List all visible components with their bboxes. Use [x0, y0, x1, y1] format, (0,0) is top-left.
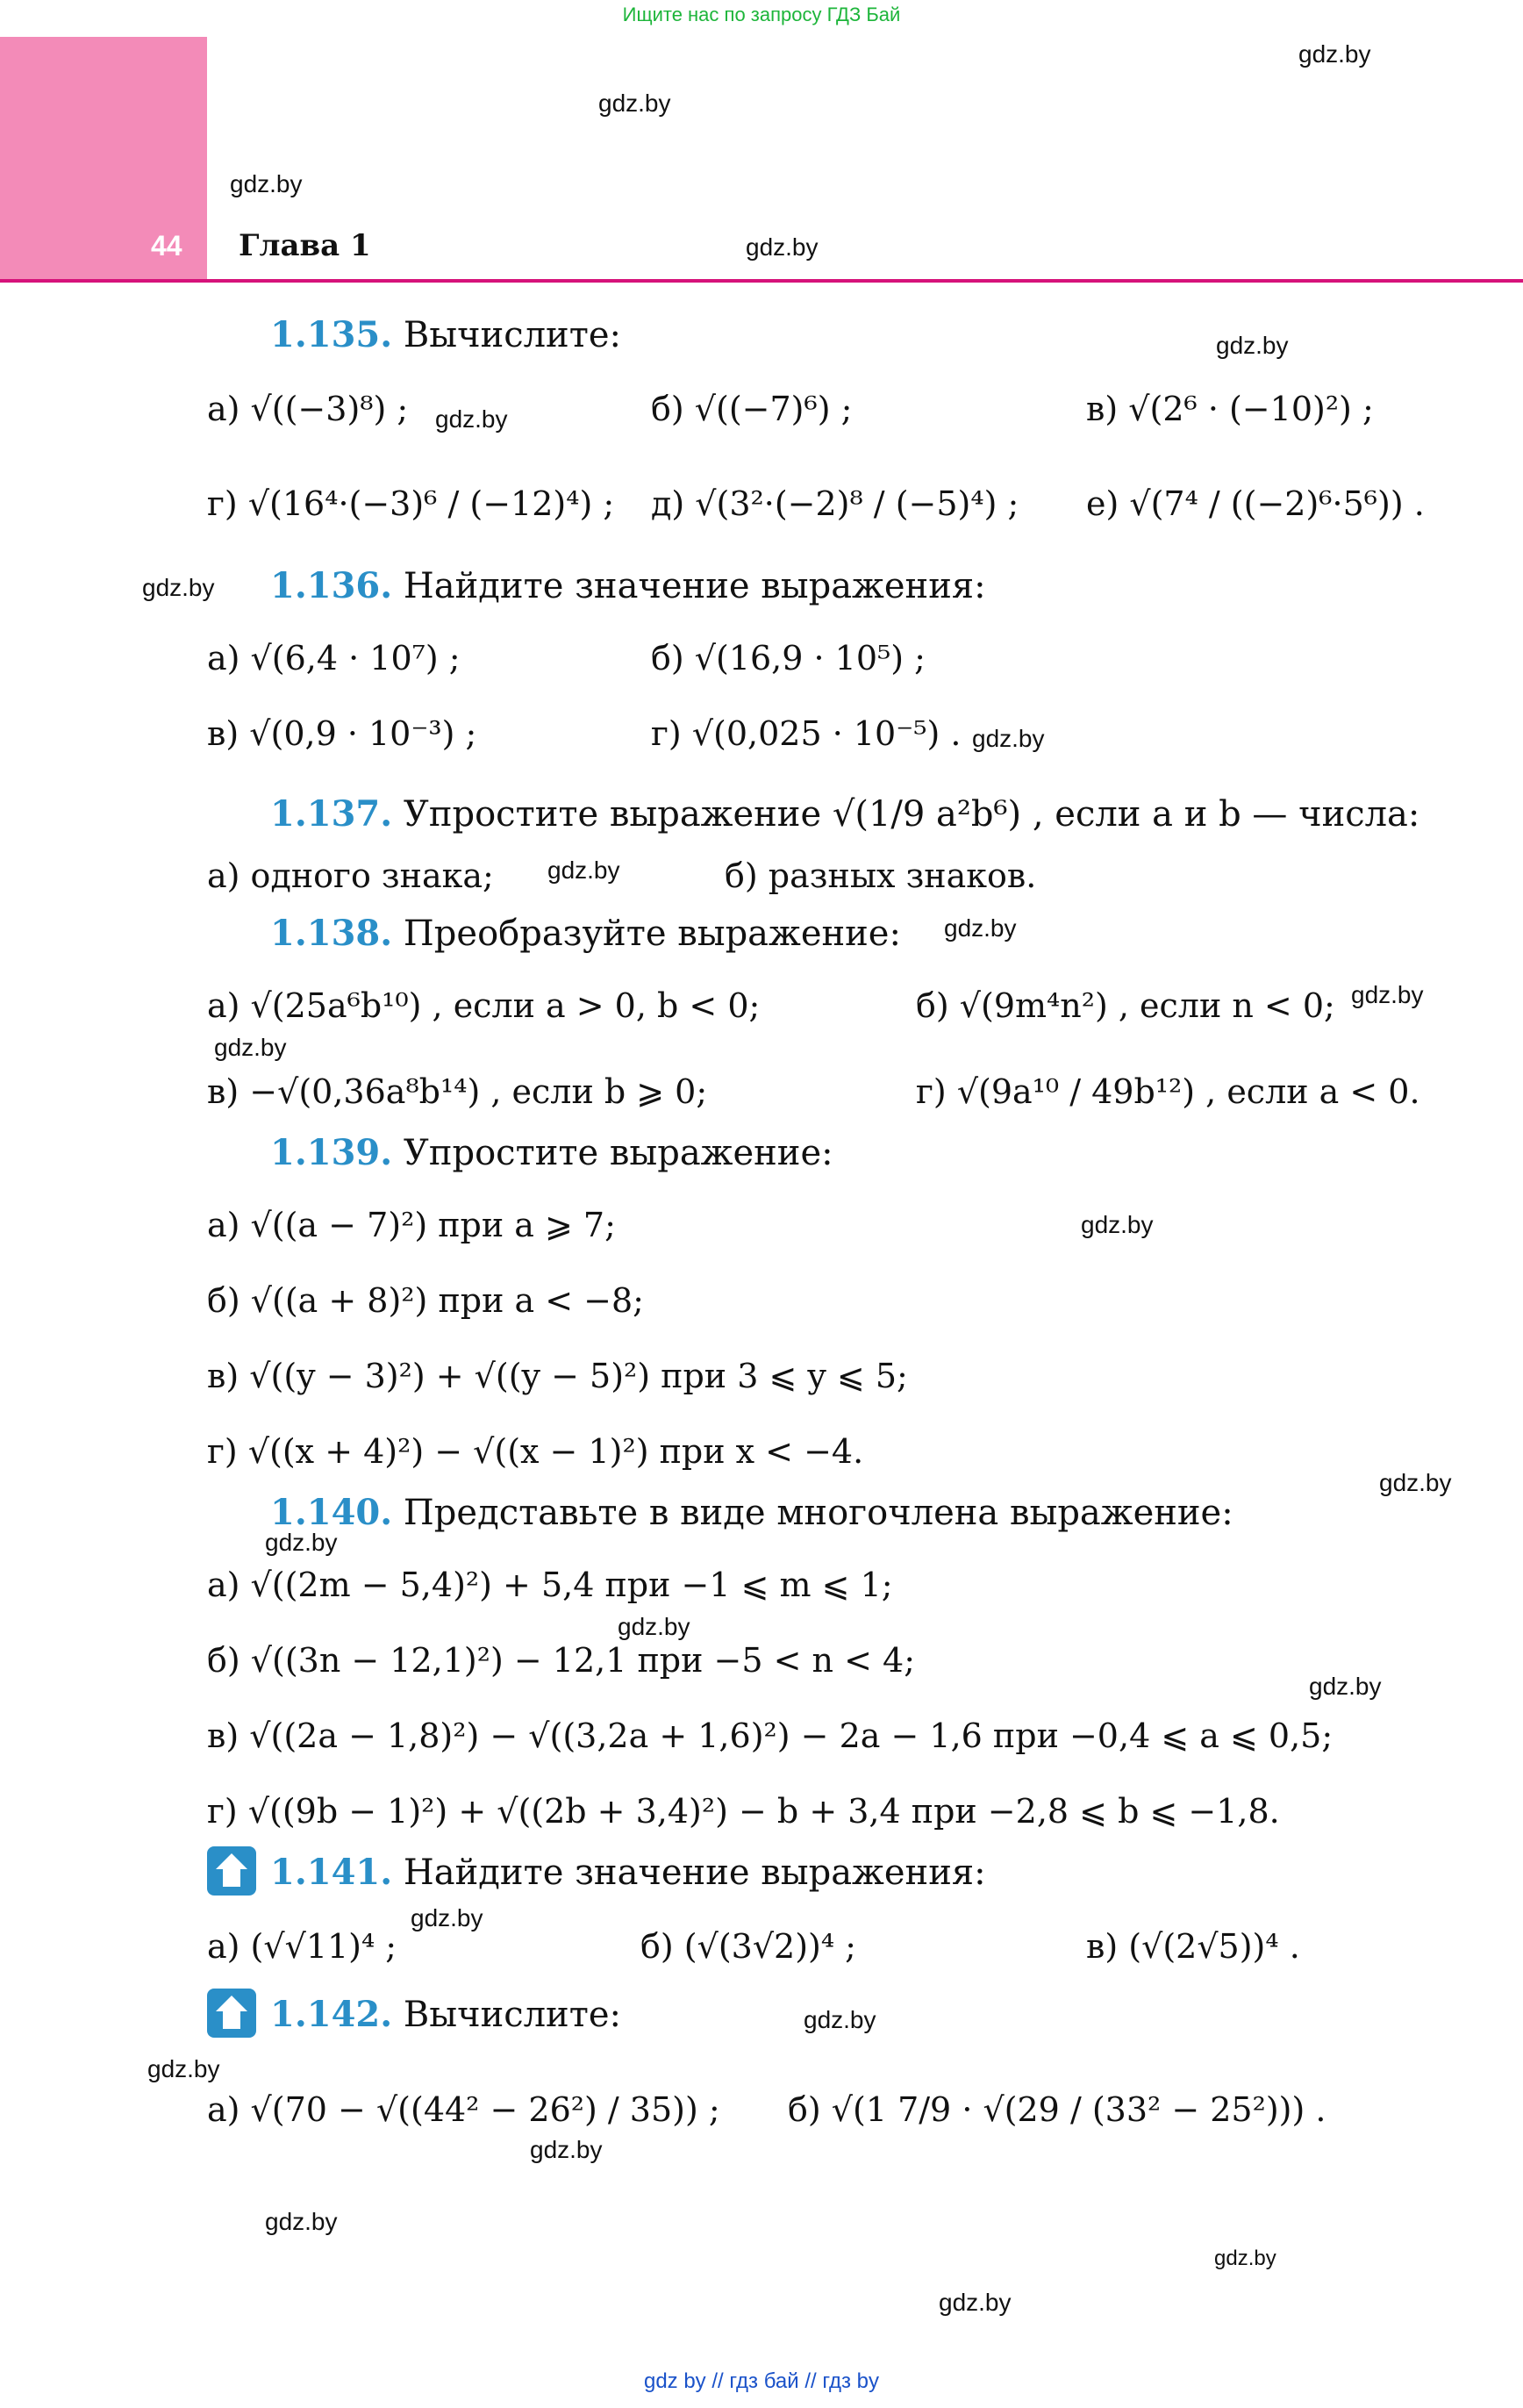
watermark: gdz.by — [618, 1613, 690, 1640]
task-b: б) (√(3√2))⁴ ; — [640, 1927, 856, 1966]
problem-number: 1.142. — [270, 1994, 393, 2035]
home-arrow-icon — [207, 1989, 256, 2038]
task-v: в) √((2a − 1,8)²) − √((3,2a + 1,6)²) − 2a − 1,6 при −0,4 ⩽ a ⩽ 0,5; — [207, 1716, 1334, 1755]
problem-number: 1.136. — [270, 565, 393, 606]
task-b: б) √((−7)⁶) ; — [651, 390, 853, 428]
task-a: а) √((−3)⁸) ; — [207, 390, 409, 428]
chapter-title: Глава 1 — [239, 228, 371, 263]
problem-number: 1.140. — [270, 1492, 393, 1533]
task-a: а) одного знака; — [207, 856, 494, 895]
task-b: б) √((3n − 12,1)²) − 12,1 при −5 < n < 4; — [207, 1641, 915, 1680]
task-a: а) √(70 − √((44² − 26²) / 35)) ; — [207, 2090, 720, 2129]
task-g: г) √(0,025 · 10⁻⁵) . — [651, 714, 962, 753]
task-v: в) √((y − 3)²) + √((y − 5)²) при 3 ⩽ y ⩽ 5; — [207, 1357, 908, 1395]
watermark: gdz.by — [598, 90, 671, 117]
problem-1-135-heading — [270, 314, 621, 355]
task-v: в) (√(2√5))⁴ . — [1086, 1927, 1300, 1966]
problem-1-141-heading — [270, 1852, 986, 1893]
watermark: gdz.by — [214, 1034, 287, 1061]
problem-1-139-heading — [270, 1132, 833, 1173]
task-b: б) разных знаков. — [725, 856, 1037, 895]
watermark: gdz.by — [435, 405, 508, 433]
watermark: gdz.by — [804, 2006, 876, 2033]
task-d: д) √(3²·(−2)⁸ / (−5)⁴) ; — [651, 484, 1019, 523]
watermark: gdz.by — [530, 2136, 603, 2163]
problem-title: Найдите значение выражения: — [403, 1853, 986, 1893]
watermark: gdz.by — [1214, 2247, 1276, 2270]
task-g: г) √((x + 4)²) − √((x − 1)²) при x < −4. — [207, 1432, 864, 1471]
problem-number: 1.138. — [270, 913, 393, 954]
watermark: gdz.by — [1351, 981, 1424, 1008]
problem-number: 1.137. — [270, 793, 393, 835]
watermark: gdz.by — [1298, 40, 1371, 68]
watermark: gdz.by — [1379, 1469, 1452, 1496]
watermark: gdz.by — [547, 856, 620, 884]
watermark: gdz.by — [265, 1529, 338, 1556]
watermark: gdz.by — [746, 233, 819, 261]
task-a: а) √(6,4 · 10⁷) ; — [207, 639, 461, 677]
header-rule — [0, 279, 1523, 283]
problem-title: Представьте в виде многочлена выражение: — [403, 1493, 1233, 1533]
task-v: в) √(0,9 · 10⁻³) ; — [207, 714, 477, 753]
task-g: г) √(16⁴·(−3)⁶ / (−12)⁴) ; — [207, 484, 615, 523]
watermark: gdz.by — [411, 1904, 483, 1931]
task-a: а) (√√11)⁴ ; — [207, 1927, 397, 1966]
problem-title: Вычислите: — [403, 315, 621, 355]
problem-title: Преобразуйте выражение: — [403, 914, 901, 954]
task-a: а) √((a − 7)²) при a ⩾ 7; — [207, 1206, 616, 1244]
top-banner: Ищите нас по запросу ГДЗ Бай — [622, 4, 901, 25]
watermark: gdz.by — [939, 2289, 1012, 2316]
task-a: а) √((2m − 5,4)²) + 5,4 при −1 ⩽ m ⩽ 1; — [207, 1566, 893, 1604]
watermark: gdz.by — [230, 170, 303, 197]
problem-title: Упростите выражение: — [403, 1133, 833, 1173]
watermark: gdz.by — [1216, 332, 1289, 359]
task-b: б) √(9m⁴n²) , если n < 0; — [916, 986, 1335, 1025]
page-number: 44 — [151, 230, 182, 262]
task-b: б) √(16,9 · 10⁵) ; — [651, 639, 926, 677]
problem-1-136-heading — [270, 565, 986, 606]
task-g: г) √(9a¹⁰ / 49b¹²) , если a < 0. — [916, 1072, 1420, 1111]
watermark: gdz.by — [1081, 1211, 1154, 1238]
watermark: gdz.by — [265, 2208, 338, 2235]
problem-1-137-heading — [270, 793, 1419, 835]
task-v: в) −√(0,36a⁸b¹⁴) , если b ⩾ 0; — [207, 1072, 708, 1111]
task-v: в) √(2⁶ · (−10)²) ; — [1086, 390, 1374, 428]
task-b: б) √((a + 8)²) при a < −8; — [207, 1281, 644, 1320]
footer-links: gdz by // гдз бай // гдз by — [643, 2369, 880, 2393]
problem-title: Упростите выражение √(1/9 a²b⁶) , если a и b — числа: — [403, 794, 1420, 835]
watermark: gdz.by — [1309, 1673, 1382, 1700]
problem-1-138-heading — [270, 913, 901, 954]
problem-title: Вычислите: — [403, 1995, 621, 2035]
problem-number: 1.135. — [270, 314, 393, 355]
task-a: а) √(25a⁶b¹⁰) , если a > 0, b < 0; — [207, 986, 761, 1025]
problem-1-140-heading — [270, 1492, 1233, 1533]
problem-number: 1.141. — [270, 1852, 393, 1893]
problem-title: Найдите значение выражения: — [403, 566, 986, 606]
home-arrow-icon — [207, 1846, 256, 1896]
watermark: gdz.by — [944, 914, 1017, 942]
task-g: г) √((9b − 1)²) + √((2b + 3,4)²) − b + 3,4 при −2,8 ⩽ b ⩽ −1,8. — [207, 1792, 1280, 1831]
problem-1-142-heading — [270, 1994, 621, 2035]
watermark: gdz.by — [972, 725, 1045, 752]
watermark: gdz.by — [142, 574, 215, 601]
task-b: б) √(1 7/9 · √(29 / (33² − 25²))) . — [788, 2090, 1326, 2129]
task-e: е) √(7⁴ / ((−2)⁶·5⁶)) . — [1086, 484, 1425, 523]
problem-number: 1.139. — [270, 1132, 393, 1173]
watermark: gdz.by — [147, 2055, 220, 2082]
